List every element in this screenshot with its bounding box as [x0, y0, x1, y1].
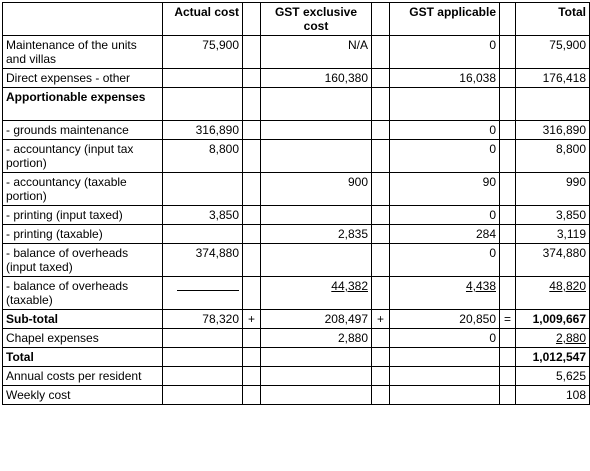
- row-label: Total: [3, 348, 163, 367]
- operator-cell: [243, 140, 261, 173]
- operator-cell: [372, 206, 390, 225]
- actual-cost-cell: [163, 69, 243, 88]
- gst-exclusive-cell: 2,880: [261, 329, 372, 348]
- operator-cell: [243, 386, 261, 405]
- gst-exclusive-cell: 160,380: [261, 69, 372, 88]
- table-row: [3, 173, 590, 206]
- operator-cell: [372, 88, 390, 121]
- total-cell: [516, 329, 590, 348]
- actual-cost-cell: 374,880: [163, 244, 243, 277]
- operator-cell: [243, 367, 261, 386]
- operator-cell: [372, 121, 390, 140]
- row-label: Sub-total: [3, 310, 163, 329]
- operator-cell: [500, 367, 516, 386]
- gst-exclusive-cell: [261, 140, 372, 173]
- operator-cell: [500, 69, 516, 88]
- actual-cost-cell: [163, 88, 243, 121]
- equals-operator: =: [500, 310, 516, 329]
- operator-cell: [243, 348, 261, 367]
- operator-cell: [372, 244, 390, 277]
- operator-cell: [500, 121, 516, 140]
- gst-applicable-cell: 284: [390, 225, 500, 244]
- actual-cost-cell: [163, 225, 243, 244]
- table-row: [3, 140, 590, 173]
- row-label: - printing (input taxed): [3, 206, 163, 225]
- operator-cell: [243, 244, 261, 277]
- gst-applicable-cell: 20,850: [390, 310, 500, 329]
- operator-cell: [372, 367, 390, 386]
- actual-cost-cell: 3,850: [163, 206, 243, 225]
- underlined-value: 44,382: [331, 279, 368, 293]
- table-row: [3, 225, 590, 244]
- row-label: Direct expenses - other: [3, 69, 163, 88]
- row-label: Annual costs per resident: [3, 367, 163, 386]
- total-cell: 1,012,547: [516, 348, 590, 367]
- underlined-value: 4,438: [465, 279, 496, 293]
- gst-applicable-cell: 16,038: [390, 69, 500, 88]
- gst-applicable-cell: 0: [390, 329, 500, 348]
- row-label: - grounds maintenance: [3, 121, 163, 140]
- row-label: - accountancy (input tax portion): [3, 140, 163, 173]
- header-op-2: [372, 3, 390, 36]
- row-label: - accountancy (taxable portion): [3, 173, 163, 206]
- gst-applicable-cell: [390, 348, 500, 367]
- gst-exclusive-cell: [261, 88, 372, 121]
- table-row: [3, 121, 590, 140]
- operator-cell: [500, 88, 516, 121]
- operator-cell: [500, 173, 516, 206]
- operator-cell: [372, 173, 390, 206]
- operator-cell: [243, 88, 261, 121]
- subtotal-row: [3, 310, 590, 329]
- header-op-3: [500, 3, 516, 36]
- header-total: Total: [516, 3, 590, 36]
- gst-exclusive-cell: [261, 277, 372, 310]
- row-label: - balance of overheads (input taxed): [3, 244, 163, 277]
- underlined-value: 48,820: [549, 279, 586, 293]
- total-cell: 5,625: [516, 367, 590, 386]
- operator-cell: [500, 140, 516, 173]
- gst-exclusive-cell: N/A: [261, 36, 372, 69]
- operator-cell: [372, 348, 390, 367]
- actual-cost-cell: [163, 386, 243, 405]
- operator-cell: [500, 36, 516, 69]
- gst-applicable-cell: 0: [390, 121, 500, 140]
- row-label: Chapel expenses: [3, 329, 163, 348]
- actual-cost-cell: [163, 329, 243, 348]
- table-row: [3, 36, 590, 69]
- header-row: [3, 3, 590, 36]
- row-label: Maintenance of the units and villas: [3, 36, 163, 69]
- operator-cell: [243, 69, 261, 88]
- actual-cost-cell: [163, 277, 243, 310]
- gst-exclusive-cell: 2,835: [261, 225, 372, 244]
- gst-applicable-cell: 0: [390, 206, 500, 225]
- plus-operator: +: [372, 310, 390, 329]
- operator-cell: [372, 36, 390, 69]
- table-row: [3, 206, 590, 225]
- gst-exclusive-cell: [261, 121, 372, 140]
- total-cell: 176,418: [516, 69, 590, 88]
- operator-cell: [372, 386, 390, 405]
- operator-cell: [243, 36, 261, 69]
- total-cell: [516, 277, 590, 310]
- gst-exclusive-cell: [261, 386, 372, 405]
- gst-exclusive-cell: [261, 244, 372, 277]
- table-row: [3, 277, 590, 310]
- row-label: - balance of overheads (taxable): [3, 277, 163, 310]
- operator-cell: [500, 386, 516, 405]
- actual-cost-cell: [163, 348, 243, 367]
- actual-cost-cell: 316,890: [163, 121, 243, 140]
- operator-cell: [372, 69, 390, 88]
- operator-cell: [372, 225, 390, 244]
- header-op-1: [243, 3, 261, 36]
- table-row: [3, 329, 590, 348]
- operator-cell: [372, 329, 390, 348]
- row-label: Weekly cost: [3, 386, 163, 405]
- operator-cell: [500, 348, 516, 367]
- header-gst-exclusive-cost: GST exclusive cost: [261, 3, 372, 36]
- table-row: [3, 244, 590, 277]
- gst-exclusive-cell: [261, 367, 372, 386]
- gst-exclusive-cell: 208,497: [261, 310, 372, 329]
- operator-cell: [500, 206, 516, 225]
- actual-cost-cell: [163, 173, 243, 206]
- operator-cell: [243, 277, 261, 310]
- actual-cost-cell: 75,900: [163, 36, 243, 69]
- operator-cell: [372, 277, 390, 310]
- total-cell: [516, 88, 590, 121]
- table-row: [3, 88, 590, 121]
- operator-cell: [243, 173, 261, 206]
- gst-applicable-cell: [390, 277, 500, 310]
- operator-cell: [243, 225, 261, 244]
- total-cell: 1,009,667: [516, 310, 590, 329]
- gst-cost-table: [2, 2, 590, 405]
- gst-applicable-cell: 0: [390, 244, 500, 277]
- gst-exclusive-cell: [261, 206, 372, 225]
- table-row: [3, 69, 590, 88]
- total-cell: 108: [516, 386, 590, 405]
- total-row: [3, 348, 590, 367]
- gst-applicable-cell: 0: [390, 140, 500, 173]
- actual-cost-cell: 78,320: [163, 310, 243, 329]
- operator-cell: [243, 121, 261, 140]
- operator-cell: [500, 329, 516, 348]
- header-actual-cost: Actual cost: [163, 3, 243, 36]
- table-row: [3, 367, 590, 386]
- header-gst-applicable: GST applicable: [390, 3, 500, 36]
- gst-applicable-cell: [390, 386, 500, 405]
- total-cell: 3,850: [516, 206, 590, 225]
- gst-cost-table-container: [2, 2, 590, 405]
- row-label: - printing (taxable): [3, 225, 163, 244]
- table-row: [3, 386, 590, 405]
- total-cell: 3,119: [516, 225, 590, 244]
- total-cell: 316,890: [516, 121, 590, 140]
- operator-cell: [500, 277, 516, 310]
- actual-cost-cell: [163, 367, 243, 386]
- total-cell: 75,900: [516, 36, 590, 69]
- operator-cell: [500, 244, 516, 277]
- gst-applicable-cell: [390, 367, 500, 386]
- gst-exclusive-cell: [261, 348, 372, 367]
- total-cell: 990: [516, 173, 590, 206]
- header-label: [3, 3, 163, 36]
- section-heading: Apportionable expenses: [3, 88, 163, 121]
- gst-applicable-cell: [390, 88, 500, 121]
- total-cell: 374,880: [516, 244, 590, 277]
- operator-cell: [243, 329, 261, 348]
- operator-cell: [372, 140, 390, 173]
- operator-cell: [500, 225, 516, 244]
- underlined-value: 2,880: [555, 331, 586, 345]
- gst-applicable-cell: 0: [390, 36, 500, 69]
- actual-cost-cell: 8,800: [163, 140, 243, 173]
- gst-applicable-cell: 90: [390, 173, 500, 206]
- plus-operator: +: [243, 310, 261, 329]
- gst-exclusive-cell: 900: [261, 173, 372, 206]
- underline-rule: [177, 279, 239, 291]
- total-cell: 8,800: [516, 140, 590, 173]
- operator-cell: [243, 206, 261, 225]
